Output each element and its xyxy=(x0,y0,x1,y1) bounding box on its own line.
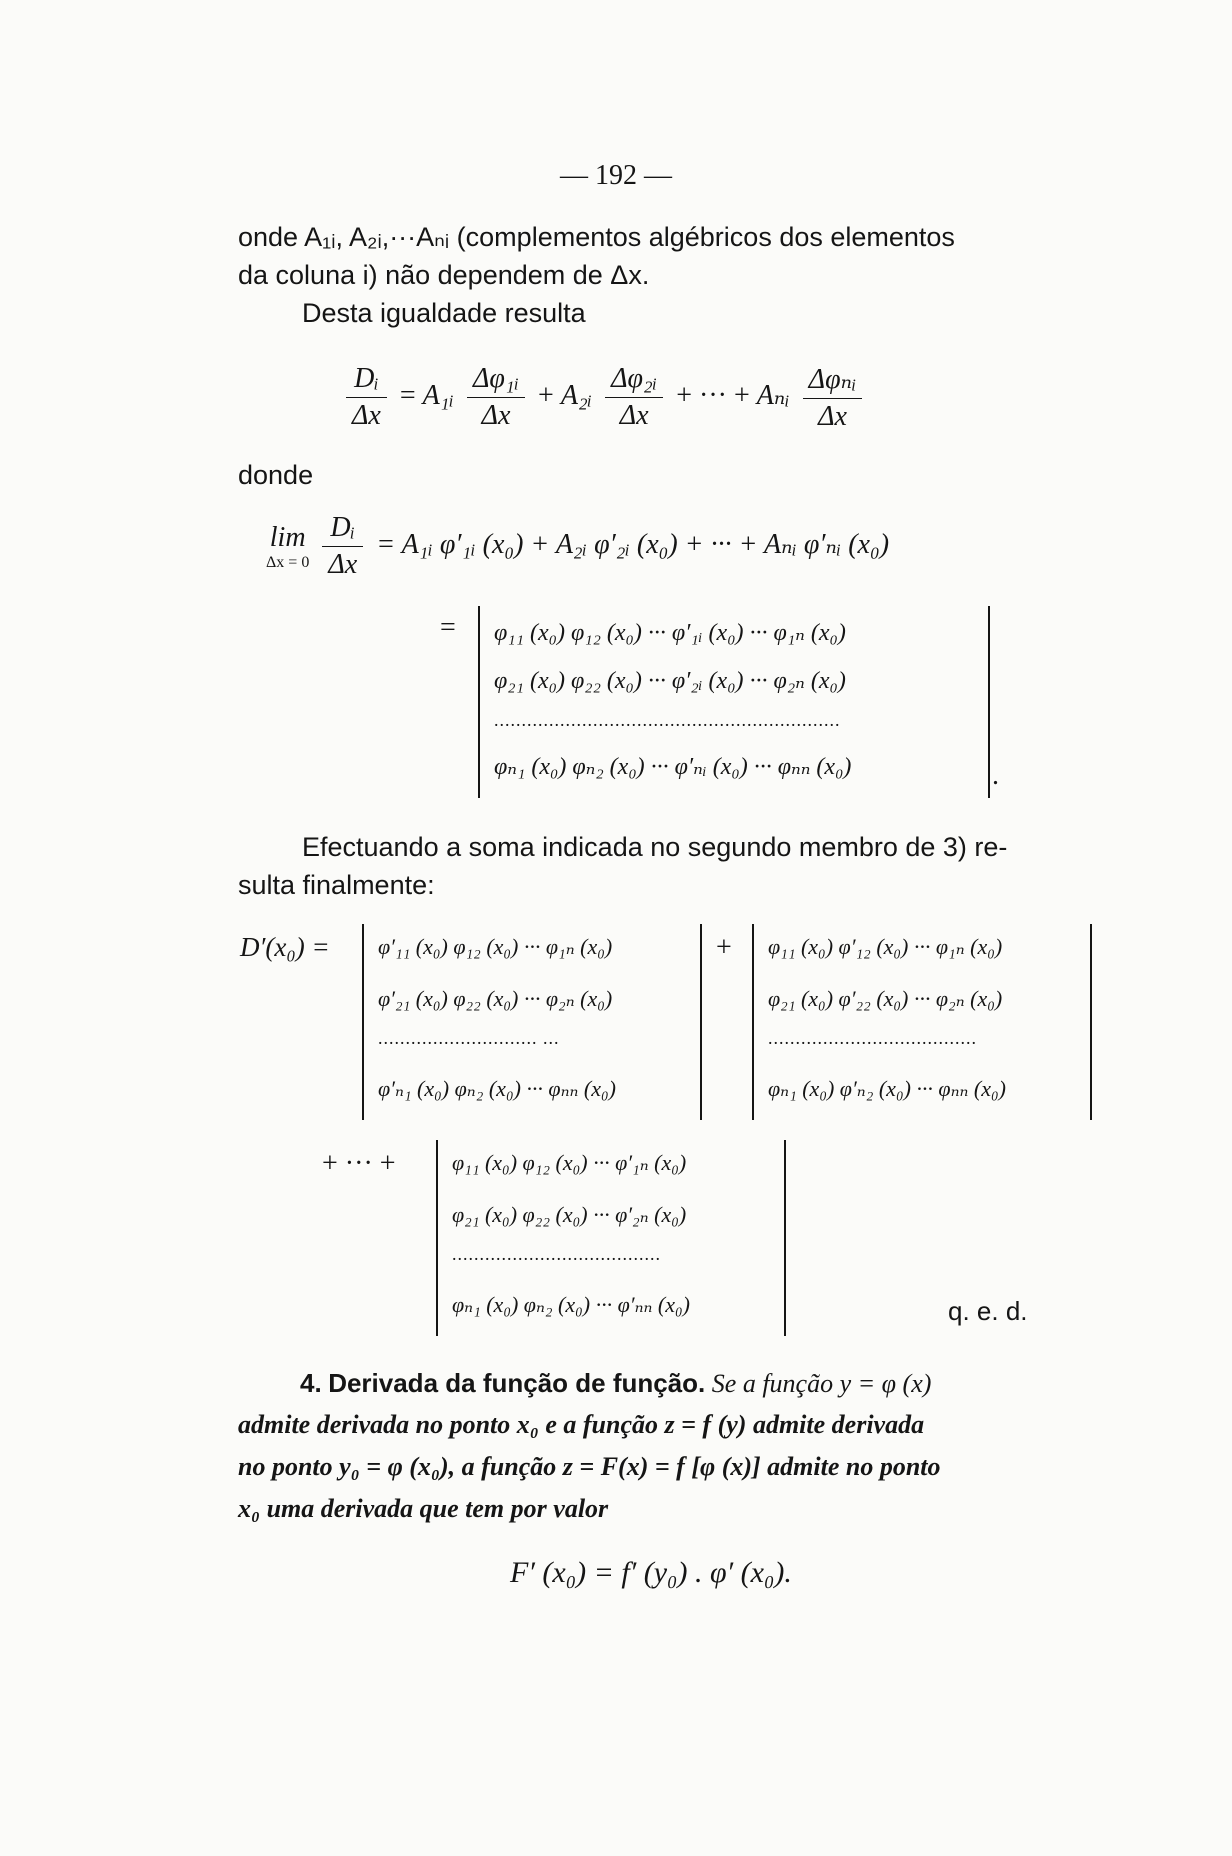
para2-line2: sulta finalmente: xyxy=(238,870,435,900)
para1-line2: da coluna i) não dependem de Δx. xyxy=(238,260,650,290)
det1-period: . xyxy=(992,760,999,791)
theorem-line2: admite derivada no ponto x₀ e a função z = f (y) admite derivada xyxy=(238,1410,925,1439)
equation-difference-quotient: $\frac{\text{Dᵢ}}{\Delta x}$ = A₁ᵢ $\frac{\text{Δφ₁ᵢ}}{\Delta x}$ + A₂ᵢ $\frac{\text{Δφ₂ᵢ}}{\Delta x}$ + ··· + Aₙᵢ $\frac{\text{Δφₙᵢ}}{\Delta x}$ xyxy=(340,362,868,433)
detC-row2: φ₂₁ (x₀) φ₂₂ (x₀) ··· φ′₂ₙ (x₀) xyxy=(452,1202,687,1227)
theorem-line1 xyxy=(238,1362,1098,1405)
detA-row2: φ′₂₁ (x₀) φ₂₂ (x₀) ··· φ₂ₙ (x₀) xyxy=(378,986,613,1011)
detA-row3: φ′ₙ₁ (x₀) φₙ₂ (x₀) ··· φₙₙ (x₀) xyxy=(378,1076,616,1101)
theorem-statement-start: Se a função y = φ (x) xyxy=(711,1369,932,1398)
detB-row3: φₙ₁ (x₀) φ′ₙ₂ (x₀) ··· φₙₙ (x₀) xyxy=(768,1076,1006,1101)
det1-row1: φ₁₁ (x₀) φ₁₂ (x₀) ··· φ′₁ᵢ (x₀) ··· φ₁ₙ (x₀) xyxy=(494,620,846,646)
eq3-plus-dots: + ··· + xyxy=(322,1148,396,1179)
det1-row3: φₙ₁ (x₀) φₙ₂ (x₀) ··· φ′ₙᵢ (x₀) ··· φₙₙ (x₀) xyxy=(494,754,852,780)
determinant-c xyxy=(436,1140,786,1336)
qed-mark: q. e. d. xyxy=(948,1296,1028,1326)
detA-dots: ............................. ... xyxy=(378,1028,560,1048)
fraction-term2: $\frac{\text{Δφ₂ᵢ}}{\Delta x}$ xyxy=(605,363,663,432)
fraction-lhs: $\frac{\text{Dᵢ}}{\Delta x}$ xyxy=(346,363,387,432)
para1-line1: onde A₁ᵢ, A₂ᵢ,···Aₙᵢ (complementos algébricos dos elementos xyxy=(238,222,955,252)
para1-line3: Desta igualdade resulta xyxy=(302,298,586,328)
detC-row3: φₙ₁ (x₀) φₙ₂ (x₀) ··· φ′ₙₙ (x₀) xyxy=(452,1292,690,1317)
detB-row1: φ₁₁ (x₀) φ′₁₂ (x₀) ··· φ₁ₙ (x₀) xyxy=(768,934,1003,959)
detA-row1: φ′₁₁ (x₀) φ₁₂ (x₀) ··· φ₁ₙ (x₀) xyxy=(378,934,613,959)
donde-label: donde xyxy=(238,460,314,490)
para2-line1: Efectuando a soma indicada no segundo membro de 3) re- xyxy=(302,832,1008,862)
theorem-title: Derivada da função de função. xyxy=(328,1368,706,1398)
page-number: — 192 — xyxy=(560,160,672,191)
equation-limit: lim Δx = 0 $\frac{\text{Dᵢ}}{\Delta x}$ = A₁ᵢ φ′₁ᵢ (x₀) + A₂ᵢ φ′₂ᵢ (x₀) + ··· + Aₙᵢ φ′ₙᵢ (x₀) xyxy=(266,512,890,580)
fraction-limit: $\frac{\text{Dᵢ}}{\Delta x}$ xyxy=(322,512,363,581)
theorem-line3: no ponto y₀ = φ (x₀), a função z = F(x) = f [φ (x)] admite no ponto xyxy=(238,1452,941,1481)
detC-dots: ...................................... xyxy=(452,1244,661,1264)
detB-row2: φ₂₁ (x₀) φ′₂₂ (x₀) ··· φ₂ₙ (x₀) xyxy=(768,986,1003,1011)
fraction-termn: $\frac{\text{Δφₙᵢ}}{\Delta x}$ xyxy=(803,362,863,433)
det1-equals: = xyxy=(440,612,456,643)
eq3-lhs: D′(x₀) = xyxy=(240,932,330,962)
eq3-plus: + xyxy=(716,932,732,963)
limit-operator: lim Δx = 0 xyxy=(266,521,310,571)
chain-rule-equation: F′ (x₀) = f′ (y₀) . φ′ (x₀). xyxy=(510,1556,792,1589)
detB-dots: ...................................... xyxy=(768,1028,977,1048)
determinant-b xyxy=(752,924,1092,1120)
theorem-number: 4. xyxy=(300,1368,322,1398)
fraction-term1: $\frac{\text{Δφ₁ᵢ}}{\Delta x}$ xyxy=(467,363,525,432)
determinant-a xyxy=(362,924,702,1120)
determinant-1 xyxy=(478,606,990,798)
theorem-line4: x₀ uma derivada que tem por valor xyxy=(238,1494,609,1523)
detC-row1: φ₁₁ (x₀) φ₁₂ (x₀) ··· φ′₁ₙ (x₀) xyxy=(452,1150,687,1175)
det1-dots: ............................................................... xyxy=(494,710,841,730)
det1-row2: φ₂₁ (x₀) φ₂₂ (x₀) ··· φ′₂ᵢ (x₀) ··· φ₂ₙ (x₀) xyxy=(494,668,846,694)
